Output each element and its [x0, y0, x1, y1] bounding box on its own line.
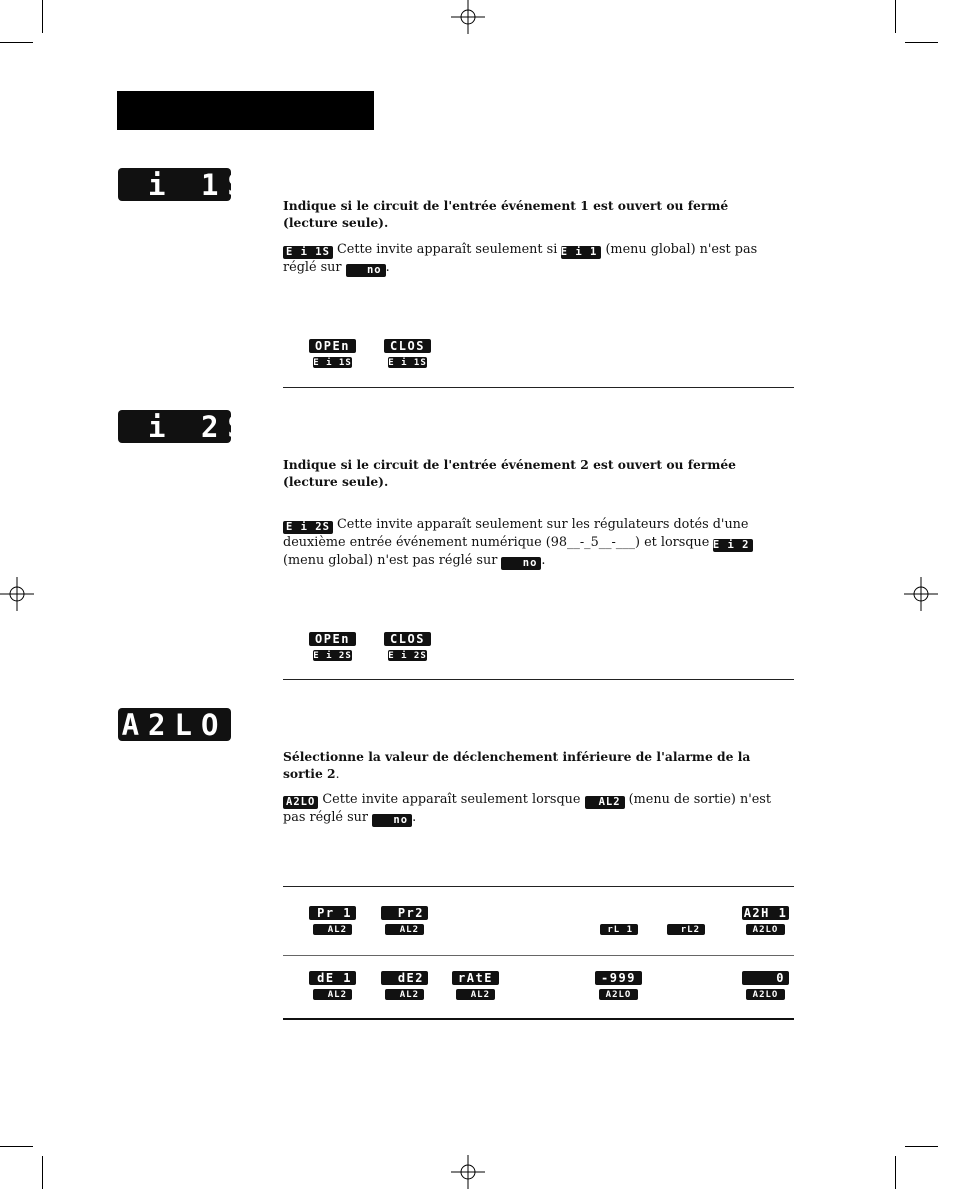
section-1-display: E i 1S [95, 167, 254, 202]
option-open-sub: E i 2S [313, 650, 352, 661]
section-3-display: A2LO [118, 708, 231, 741]
registration-mark-left [0, 577, 34, 611]
crop-mark [905, 42, 938, 43]
option-de2-value: dE2 [381, 971, 428, 985]
option-de1-sub: AL2 [313, 989, 352, 1000]
option-open-value: OPEn [309, 632, 356, 646]
option-open-sub: E i 1S [313, 357, 352, 368]
ref-badge: E i 1 [561, 246, 601, 259]
section-2-display: E i 2S [95, 409, 254, 444]
registration-mark-top [451, 0, 485, 34]
option-clos-sub: E i 2S [388, 650, 427, 661]
option-open-value: OPEn [309, 339, 356, 353]
prompt-badge: E i 2S [283, 521, 333, 534]
default-value: 0 [742, 971, 789, 985]
table-mid-rule [283, 955, 794, 956]
crop-mark [0, 42, 33, 43]
range-min-value: -999 [595, 971, 642, 985]
option-pr1-value: Pr 1 [309, 906, 356, 920]
ref-badge: AL2 [585, 796, 625, 809]
crop-mark [895, 0, 896, 33]
note-text: (menu global) n'est pas réglé sur [283, 553, 502, 568]
registration-mark-right [904, 577, 938, 611]
section-3-note [283, 791, 793, 827]
section-1-note [283, 241, 793, 277]
range-min-sub: A2LO [599, 989, 638, 1000]
no-badge: no [346, 264, 386, 277]
option-rl2-sub: rL2 [667, 924, 705, 935]
note-text: . [385, 260, 390, 275]
note-text: Cette invite apparaît seulement si [332, 242, 562, 257]
ref-badge: E i 2 [713, 539, 753, 552]
section-1-description: Indique si le circuit de l'entrée événement 1 est ouvert ou fermé (lecture seule). [283, 198, 729, 230]
option-a2hi-sub: A2LO [746, 924, 785, 935]
crop-mark [42, 0, 43, 33]
section-divider [283, 679, 794, 680]
registration-mark-bottom [451, 1155, 485, 1189]
option-clos-sub: E i 1S [388, 357, 427, 368]
no-badge: no [372, 814, 412, 827]
crop-mark [905, 1146, 938, 1147]
default-sub: A2LO [746, 989, 785, 1000]
section-divider [283, 387, 794, 388]
option-pr2-value: Pr2 [381, 906, 428, 920]
option-rate-sub: AL2 [456, 989, 495, 1000]
crop-mark [42, 1156, 43, 1189]
option-rl1-sub: rL 1 [600, 924, 638, 935]
section-2-note [283, 516, 793, 570]
section-2-description: Indique si le circuit de l'entrée événement 2 est ouvert ou fermée (lecture seule). [283, 457, 737, 489]
option-a2hi-value: A2H 1 [743, 906, 788, 920]
no-badge: no [501, 557, 541, 570]
prompt-badge: A2LO [283, 796, 318, 809]
table-bottom-rule [283, 1018, 794, 1020]
note-text: Cette invite apparaît seulement lorsque [318, 792, 585, 807]
note-text: . [541, 553, 546, 568]
option-de2-sub: AL2 [385, 989, 424, 1000]
option-rate-value: rAtE [452, 971, 499, 985]
table-top-rule [283, 886, 794, 887]
option-de1-value: dE 1 [309, 971, 356, 985]
crop-mark [0, 1146, 33, 1147]
prompt-badge: E i 1S [283, 246, 333, 259]
option-clos-value: CLOS [384, 632, 431, 646]
crop-mark [895, 1156, 896, 1189]
section-3-description [283, 748, 783, 783]
note-text: (menu global) n'est pas réglé sur [283, 242, 758, 275]
note-text: Cette invite apparaît seulement sur les régulateurs dotés d'une deuxième entrée événement numérique (98__-_5__-___) et lorsque [283, 517, 749, 550]
description-bold: Sélectionne la valeur de déclenchement inférieure de l'alarme de la sortie 2 [283, 749, 751, 781]
option-clos-value: CLOS [384, 339, 431, 353]
description-end: . [335, 767, 340, 781]
option-pr1-sub: AL2 [313, 924, 352, 935]
option-pr2-sub: AL2 [385, 924, 424, 935]
header-bar [117, 91, 374, 130]
note-text: (menu de sortie) n'est pas réglé sur [283, 792, 772, 825]
note-text: . [412, 810, 417, 825]
